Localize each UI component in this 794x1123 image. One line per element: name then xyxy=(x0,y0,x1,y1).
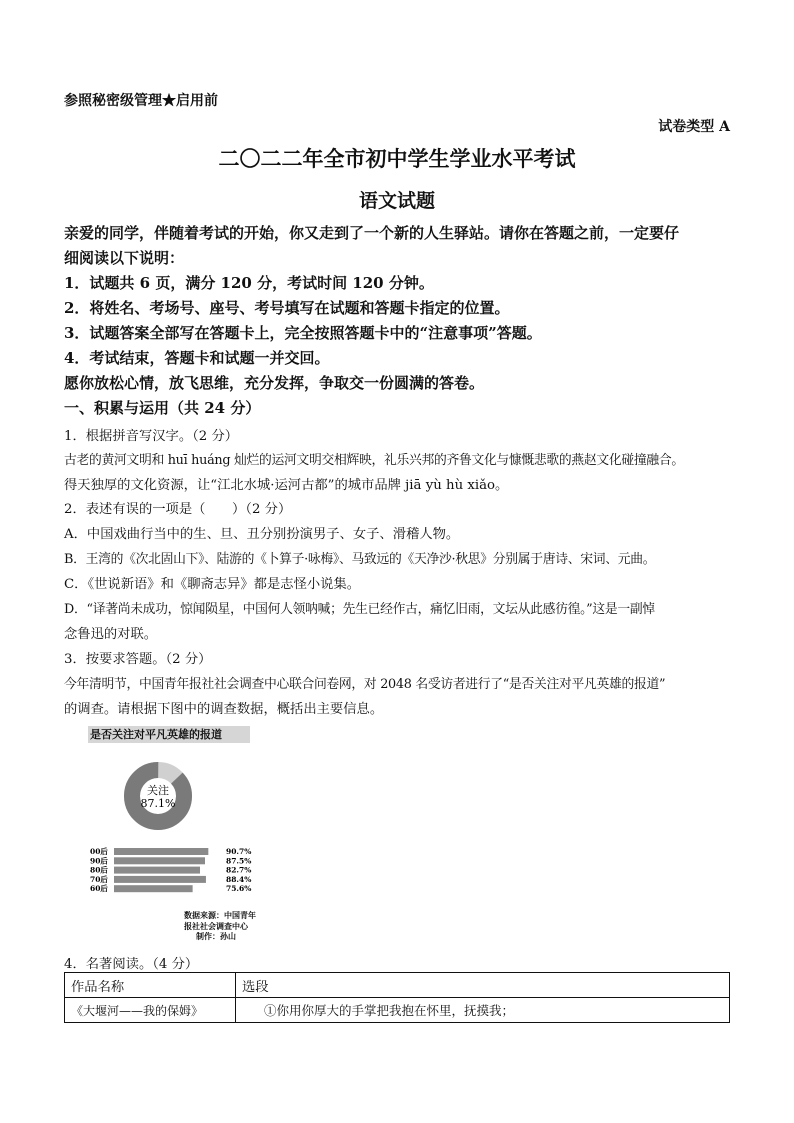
reading-table xyxy=(64,972,730,1023)
table-header-title: 作品名称 xyxy=(65,973,236,998)
bar-category-label: 80后 xyxy=(90,865,108,875)
q1-line-2: 得天独厚的文化资源，让“江北水城·运河古都”的城市品牌 jiā yù hù xiǎo。 xyxy=(64,478,509,493)
bar-category-label: 00后 xyxy=(90,847,108,856)
exam-title: 二〇二二年全市初中学生学业水平考试 xyxy=(218,146,576,171)
intro-wish: 愿你放松心情，放飞思维，充分发挥，争取交一份圆满的答卷。 xyxy=(64,374,485,392)
intro-rule-4: 4．考试结束，答题卡和试题一并交回。 xyxy=(64,349,330,367)
bar-category-label: 90后 xyxy=(90,856,108,866)
q2-option-d-1: D．“译著尚未成功，惊闻陨星，中国何人领呐喊；先生已经作古，痛忆旧雨，文坛从此感彷徨。”这是一副悼 xyxy=(64,602,655,617)
q2-stem: 2．表述有误的一项是（ ）（2 分） xyxy=(64,502,292,517)
survey-chart xyxy=(88,726,268,946)
intro-greeting-2: 细阅读以下说明： xyxy=(64,249,185,267)
bar-value-label: 82.7% xyxy=(226,865,252,875)
bar-value-label: 87.5% xyxy=(226,856,252,866)
table-row xyxy=(65,998,730,1023)
q2-option-c: C．《世说新语》和《聊斋志异》都是志怪小说集。 xyxy=(64,577,361,592)
q2-option-b: B．王湾的《次北固山下》、陆游的《卜算子·咏梅》、马致远的《天净沙·秋思》分别属于唐诗、宋词、元曲。 xyxy=(64,552,656,567)
bar-value-label: 90.7% xyxy=(226,847,252,856)
paper-type: 试卷类型 A xyxy=(658,119,730,135)
exam-subtitle: 语文试题 xyxy=(358,190,435,212)
bar xyxy=(114,876,206,883)
table-cell-excerpt: ①你用你厚大的手掌把我抱在怀里，抚摸我； xyxy=(236,998,730,1023)
q4-stem: 4．名著阅读。（4 分） xyxy=(64,957,199,972)
bar xyxy=(114,857,205,864)
bar-value-label: 75.6% xyxy=(226,884,252,894)
q1-line-1: 古老的黄河文明和 huī huáng 灿烂的运河文明交相辉映，礼乐兴邦的齐鲁文化与慷慨悲歌的燕赵文化碰撞融合。 xyxy=(64,453,684,468)
q3-stem: 3．按要求答题。（2 分） xyxy=(64,652,212,667)
bar-category-label: 70后 xyxy=(90,874,108,884)
chart-title: 是否关注对平凡英雄的报道 xyxy=(88,726,250,743)
intro-greeting-1: 亲爱的同学，伴随着考试的开始，你又走到了一个新的人生驿站。请你在答题之前，一定要仔 xyxy=(64,224,680,242)
table-header-excerpt: 选段 xyxy=(236,973,730,998)
chart-source-3: 制作：孙山 xyxy=(196,931,236,941)
bar-value-label: 88.4% xyxy=(226,874,252,884)
q3-line-2: 的调查。请根据下图中的调查数据，概括出主要信息。 xyxy=(64,702,384,717)
section-heading: 一、积累与运用（共 24 分） xyxy=(64,399,261,417)
intro-rule-2: 2．将姓名、考场号、座号、考号填写在试题和答题卡指定的位置。 xyxy=(64,299,510,317)
secret-mark: 参照秘密级管理★启用前 xyxy=(64,93,218,109)
bar xyxy=(114,885,193,892)
donut-label: 关注 xyxy=(147,784,169,797)
table-cell-title: 《大堰河——我的保姆》 xyxy=(65,998,236,1023)
intro-rule-3: 3．试题答案全部写在答题卡上，完全按照答题卡中的“注意事项”答题。 xyxy=(64,324,542,342)
q2-option-a: A．中国戏曲行当中的生、旦、丑分别扮演男子、女子、滑稽人物。 xyxy=(64,527,460,542)
bar xyxy=(114,848,208,855)
q1-stem: 1．根据拼音写汉字。（2 分） xyxy=(64,429,239,444)
q3-line-1: 今年清明节，中国青年报社社会调查中心联合问卷网，对 2048 名受访者进行了“是否关注对平凡英雄的报道” xyxy=(64,677,666,692)
bar-category-label: 60后 xyxy=(90,884,108,894)
table-row xyxy=(65,973,730,998)
chart-source-1: 数据来源：中国青年 xyxy=(184,910,256,920)
donut-value: 87.1% xyxy=(140,797,176,810)
bar xyxy=(114,867,200,874)
chart-source-2: 报社社会调查中心 xyxy=(184,921,248,931)
q2-option-d-2: 念鲁迅的对联。 xyxy=(64,627,158,642)
intro-rule-1: 1．试题共 6 页，满分 120 分，考试时间 120 分钟。 xyxy=(64,274,434,292)
